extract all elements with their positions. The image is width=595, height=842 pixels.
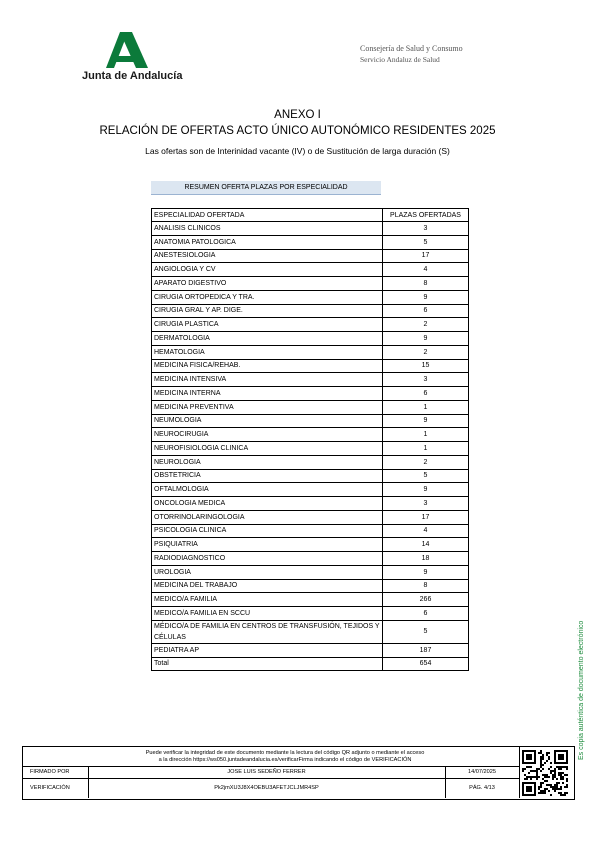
specialty-cell: ANALISIS CLINICOS <box>152 222 383 236</box>
specialty-cell: ANGIOLOGIA Y CV <box>152 263 383 277</box>
places-cell: 6 <box>383 304 469 318</box>
places-cell: 14 <box>383 538 469 552</box>
places-cell: 17 <box>383 510 469 524</box>
table-row <box>152 387 469 401</box>
signed-by-label: FIRMADO POR <box>30 769 70 775</box>
table-row <box>152 235 469 249</box>
places-cell: PLAZAS OFERTADAS <box>383 209 469 222</box>
places-cell: 9 <box>383 565 469 579</box>
table-row <box>152 607 469 621</box>
table-row <box>152 414 469 428</box>
verification-line-2: a la dirección https://ws050.juntadeandalucia.es/verificarFirma indicando el código de VERIFICACIÓN <box>158 757 412 763</box>
places-cell: 15 <box>383 359 469 373</box>
page-number: PÁG. 4/13 <box>469 785 495 791</box>
specialty-cell: MÉDICO/A DE FAMILIA EN CENTROS DE TRANSFUSIÓN, TEJIDOS Y CÉLULAS <box>152 620 383 643</box>
specialty-cell: MEDICINA PREVENTIVA <box>152 400 383 414</box>
verification-note <box>80 750 490 764</box>
specialty-cell: ANESTESIOLOGIA <box>152 249 383 263</box>
places-cell: 187 <box>383 643 469 657</box>
specialty-cell: OTORRINOLARINGOLOGIA <box>152 510 383 524</box>
specialty-cell: NEUROFISIOLOGIA CLINICA <box>152 442 383 456</box>
specialty-cell: MEDICINA INTENSIVA <box>152 373 383 387</box>
table-row <box>152 332 469 346</box>
table-row <box>152 345 469 359</box>
specialty-cell: CIRUGIA GRAL Y AP. DIGE. <box>152 304 383 318</box>
table-row <box>152 469 469 483</box>
places-cell: 3 <box>383 497 469 511</box>
table-row <box>152 510 469 524</box>
signature-date: 14/07/2025 <box>468 769 496 775</box>
places-cell: 5 <box>383 469 469 483</box>
places-cell: 6 <box>383 387 469 401</box>
specialty-cell: HEMATOLOGIA <box>152 345 383 359</box>
summary-label: RESUMEN OFERTA PLAZAS POR ESPECIALIDAD <box>151 181 381 195</box>
places-cell: 4 <box>383 263 469 277</box>
table-row <box>152 400 469 414</box>
places-cell: 2 <box>383 345 469 359</box>
places-cell: 9 <box>383 483 469 497</box>
places-cell: 9 <box>383 332 469 346</box>
footer-divider <box>519 746 520 798</box>
specialty-cell: NEUMOLOGIA <box>152 414 383 428</box>
places-cell: 3 <box>383 373 469 387</box>
verification-label: VERIFICACIÓN <box>30 785 70 791</box>
places-cell: 4 <box>383 524 469 538</box>
specialty-cell: ESPECIALIDAD OFERTADA <box>152 209 383 222</box>
page-subtitle: Las ofertas son de Interinidad vacante (IV) o de Sustitución de larga duración (S) <box>145 146 450 156</box>
specialty-cell: PEDIATRA AP <box>152 643 383 657</box>
table-row <box>152 579 469 593</box>
table-row <box>152 524 469 538</box>
table-row <box>152 359 469 373</box>
specialty-cell: UROLOGIA <box>152 565 383 579</box>
signer-name: JOSE LUIS SEDEÑO FERRER <box>227 769 306 775</box>
specialty-cell: MEDICO/A FAMILIA EN SCCU <box>152 607 383 621</box>
specialty-cell: DERMATOLOGIA <box>152 332 383 346</box>
places-cell: 5 <box>383 620 469 643</box>
places-cell: 1 <box>383 400 469 414</box>
table-row <box>152 277 469 291</box>
specialty-cell: Total <box>152 657 383 671</box>
table-row <box>152 318 469 332</box>
specialty-cell: MEDICO/A FAMILIA <box>152 593 383 607</box>
places-cell: 2 <box>383 455 469 469</box>
places-cell: 2 <box>383 318 469 332</box>
table-row <box>152 593 469 607</box>
places-cell: 17 <box>383 249 469 263</box>
specialty-cell: NEUROLOGIA <box>152 455 383 469</box>
places-cell: 3 <box>383 222 469 236</box>
table-row <box>152 455 469 469</box>
places-cell: 6 <box>383 607 469 621</box>
places-cell: 9 <box>383 414 469 428</box>
table-row <box>152 263 469 277</box>
table-row <box>152 442 469 456</box>
specialty-cell: CIRUGIA PLASTICA <box>152 318 383 332</box>
places-cell: 8 <box>383 579 469 593</box>
verification-line-1: Puede verificar la integridad de este documento mediante la lectura del código QR adjunto o mediante el acceso <box>145 750 425 756</box>
org-name: Consejería de Salud y Consumo <box>360 44 463 53</box>
table-row <box>152 552 469 566</box>
qr-code-icon <box>522 750 568 796</box>
specialty-cell: NEUROCIRUGIA <box>152 428 383 442</box>
specialty-cell: MEDICINA FISICA/REHAB. <box>152 359 383 373</box>
table-row <box>152 290 469 304</box>
org-service: Servicio Andaluz de Salud <box>360 55 440 64</box>
specialty-cell: PSICOLOGIA CLINICA <box>152 524 383 538</box>
specialty-cell: ONCOLOGIA MEDICA <box>152 497 383 511</box>
places-cell: 1 <box>383 442 469 456</box>
offers-table <box>151 208 469 671</box>
specialty-cell: OFTALMOLOGIA <box>152 483 383 497</box>
places-cell: 9 <box>383 290 469 304</box>
table-row <box>152 373 469 387</box>
table-row <box>152 483 469 497</box>
verification-code: Pk2jmXU3J8X4OEBU3AFETJCLJMR4SP <box>214 785 319 791</box>
table-row <box>152 643 469 657</box>
specialty-cell: RADIODIAGNOSTICO <box>152 552 383 566</box>
table-total-row <box>152 657 469 671</box>
specialty-cell: PSIQUIATRIA <box>152 538 383 552</box>
table-row <box>152 222 469 236</box>
places-cell: 654 <box>383 657 469 671</box>
specialty-cell: OBSTETRICIA <box>152 469 383 483</box>
page-title: RELACIÓN DE OFERTAS ACTO ÚNICO AUTONÓMICO RESIDENTES 2025 <box>99 125 496 137</box>
specialty-cell: APARATO DIGESTIVO <box>152 277 383 291</box>
table-row <box>152 428 469 442</box>
places-cell: 266 <box>383 593 469 607</box>
table-row <box>152 620 469 643</box>
table-row <box>152 497 469 511</box>
specialty-cell: ANATOMIA PATOLOGICA <box>152 235 383 249</box>
table-header-row <box>152 209 469 222</box>
table-row <box>152 538 469 552</box>
table-row <box>152 304 469 318</box>
annex-title: ANEXO I <box>274 109 321 121</box>
places-cell: 1 <box>383 428 469 442</box>
specialty-cell: CIRUGIA ORTOPEDICA Y TRA. <box>152 290 383 304</box>
authentic-copy-note: Es copia auténtica de documento electrónico <box>578 620 585 760</box>
places-cell: 8 <box>383 277 469 291</box>
places-cell: 18 <box>383 552 469 566</box>
table-row <box>152 249 469 263</box>
logo-text: Junta de Andalucía <box>82 70 183 82</box>
specialty-cell: MEDICINA DEL TRABAJO <box>152 579 383 593</box>
specialty-cell: MEDICINA INTERNA <box>152 387 383 401</box>
table-row <box>152 565 469 579</box>
places-cell: 5 <box>383 235 469 249</box>
